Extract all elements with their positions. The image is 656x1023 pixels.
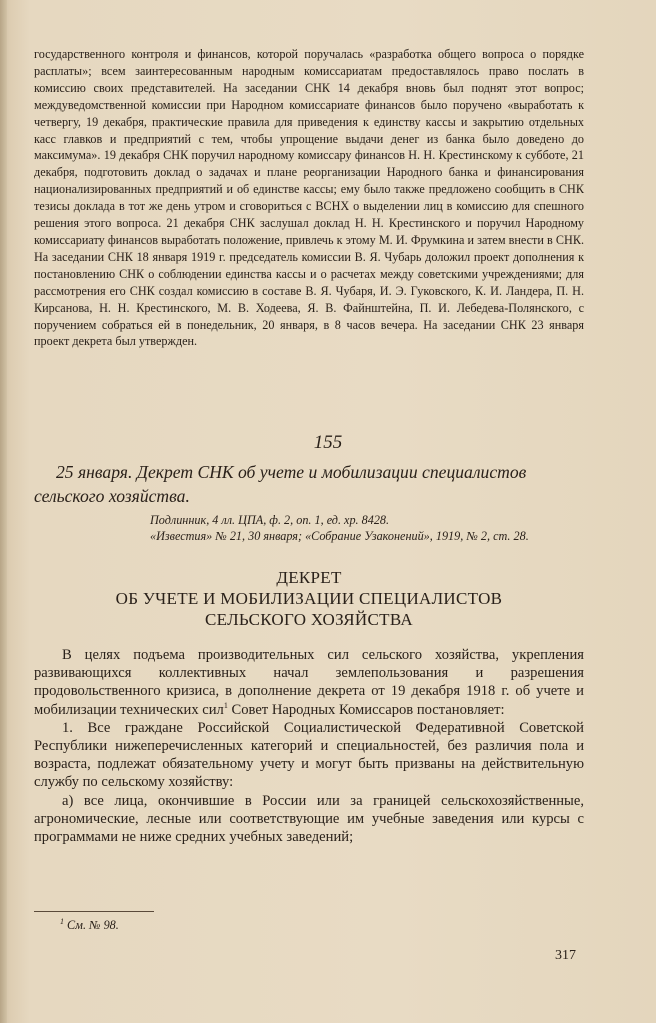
continuation-paragraph: государственного контроля и финансов, которой поручалась «разработка общего вопроса о порядке расплаты»; всем заинтересованным народным комиссариатам предоставлялось право послать в комиссию своих представителей. На заседании СНК 14 декабря вновь был поднят этот вопрос; междуведомственной комиссии при Народном комиссариате финансов было поручено «выработать к четвергу, 19 декабря, практические правила для приведения к единству кассы и закрытию отдельных касс главков и предприятий с тем, чтобы упрощение выдачи денег из банка было доведено до максимума». 19 декабря СНК поручил народному комиссару финансов Н. Н. Крестинскому к субботе, 21 декабря, подготовить доклад о задачах и плане реорганизации Народного банка и финансирования национализированных предприятий и об единстве кассы; ему было также предложено сообщить в СНК тезисы доклада в тот же день утром и сговориться с ВСНХ о выделении лиц в комиссию для спешного решения этого вопроса. 21 декабря СНК заслушал доклад Н. Н. Крестинского и поручил Народному комиссариату финансов выработать положение, привлечь к этому М. И. Фрумкина и затем внести в СНК. На заседании СНК 18 января 1919 г. председатель комиссии В. Я. Чубарь доложил проект дополнения к постановлению СНК о соблюдении единства кассы и о расчетах между советскими учреждениями; для рассмотрения его СНК создал комиссию в составе В. Я. Чубаря, И. Э. Гуковского, К. И. Ландера, П. Н. Кирсанова, Н. Н. Крестинского, М. В. Ходеева, Я. В. Файнштейна, П. И. Лебедева-Полянского, с поручением собраться ей в понедельник, 20 января, в 8 часов вечера. На заседании СНК 23 января проект декрета был утвержден. xyxy=(34,47,584,349)
document-heading: 25 января. Декрет СНК об учете и мобилизации специалистов сельского хозяйства. xyxy=(34,462,527,506)
decree-title-line-2: ОБ УЧЕТЕ И МОБИЛИЗАЦИИ СПЕЦИАЛИСТОВ xyxy=(115,589,503,608)
preamble-text-end: Совет Народных Комиссаров постановляет: xyxy=(227,701,505,718)
preamble-paragraph xyxy=(34,646,584,719)
page-spine-shadow xyxy=(0,0,7,1023)
footnote-divider xyxy=(34,911,154,912)
footnote-mark: 1 xyxy=(60,916,64,926)
decree-title-line-1: ДЕКРЕТ xyxy=(276,568,342,587)
source-archive-line: Подлинник, 4 лл. ЦПА, ф. 2, оп. 1, ед. хр. 8428. xyxy=(150,513,390,527)
source-citation xyxy=(118,513,584,544)
decree-title-line-3: СЕЛЬСКОГО ХОЗЯЙСТВА xyxy=(205,610,413,629)
article-1a-paragraph: а) все лица, окончившие в России или за границей сельскохозяйственные, агрономические, лесные или соответствующие им учебные заведения или курсы с программами не ниже средних учебных заведений; xyxy=(34,792,584,846)
footnote-text: См. № 98. xyxy=(67,918,119,932)
source-publication-line: «Известия» № 21, 30 января; «Собрание Узаконений», 1919, № 2, ст. 28. xyxy=(150,528,529,543)
document-number: 155 xyxy=(313,432,343,453)
footnote-reference: 1 xyxy=(223,700,228,710)
page-number: 317 xyxy=(555,948,576,963)
article-1-paragraph: 1. Все граждане Российской Социалистической Федеративной Советской Республики нижеперечисленных категорий и специальностей, без различия пола и возраста, подлежат обязательному учету и могут быть призваны на действительную службу по сельскому хозяйству: xyxy=(34,719,584,791)
decree-title xyxy=(34,567,584,630)
preamble-text: В целях подъема производительных сил сельского хозяйства, укрепления развивающихся коллективных начал землепользования и разрешения продовольственного кризиса, в дополнение декрета от 19 декабря 1918 г. об учете и мобилизации технических сил xyxy=(34,647,584,718)
footnote xyxy=(60,918,119,933)
decree-body xyxy=(34,646,584,846)
